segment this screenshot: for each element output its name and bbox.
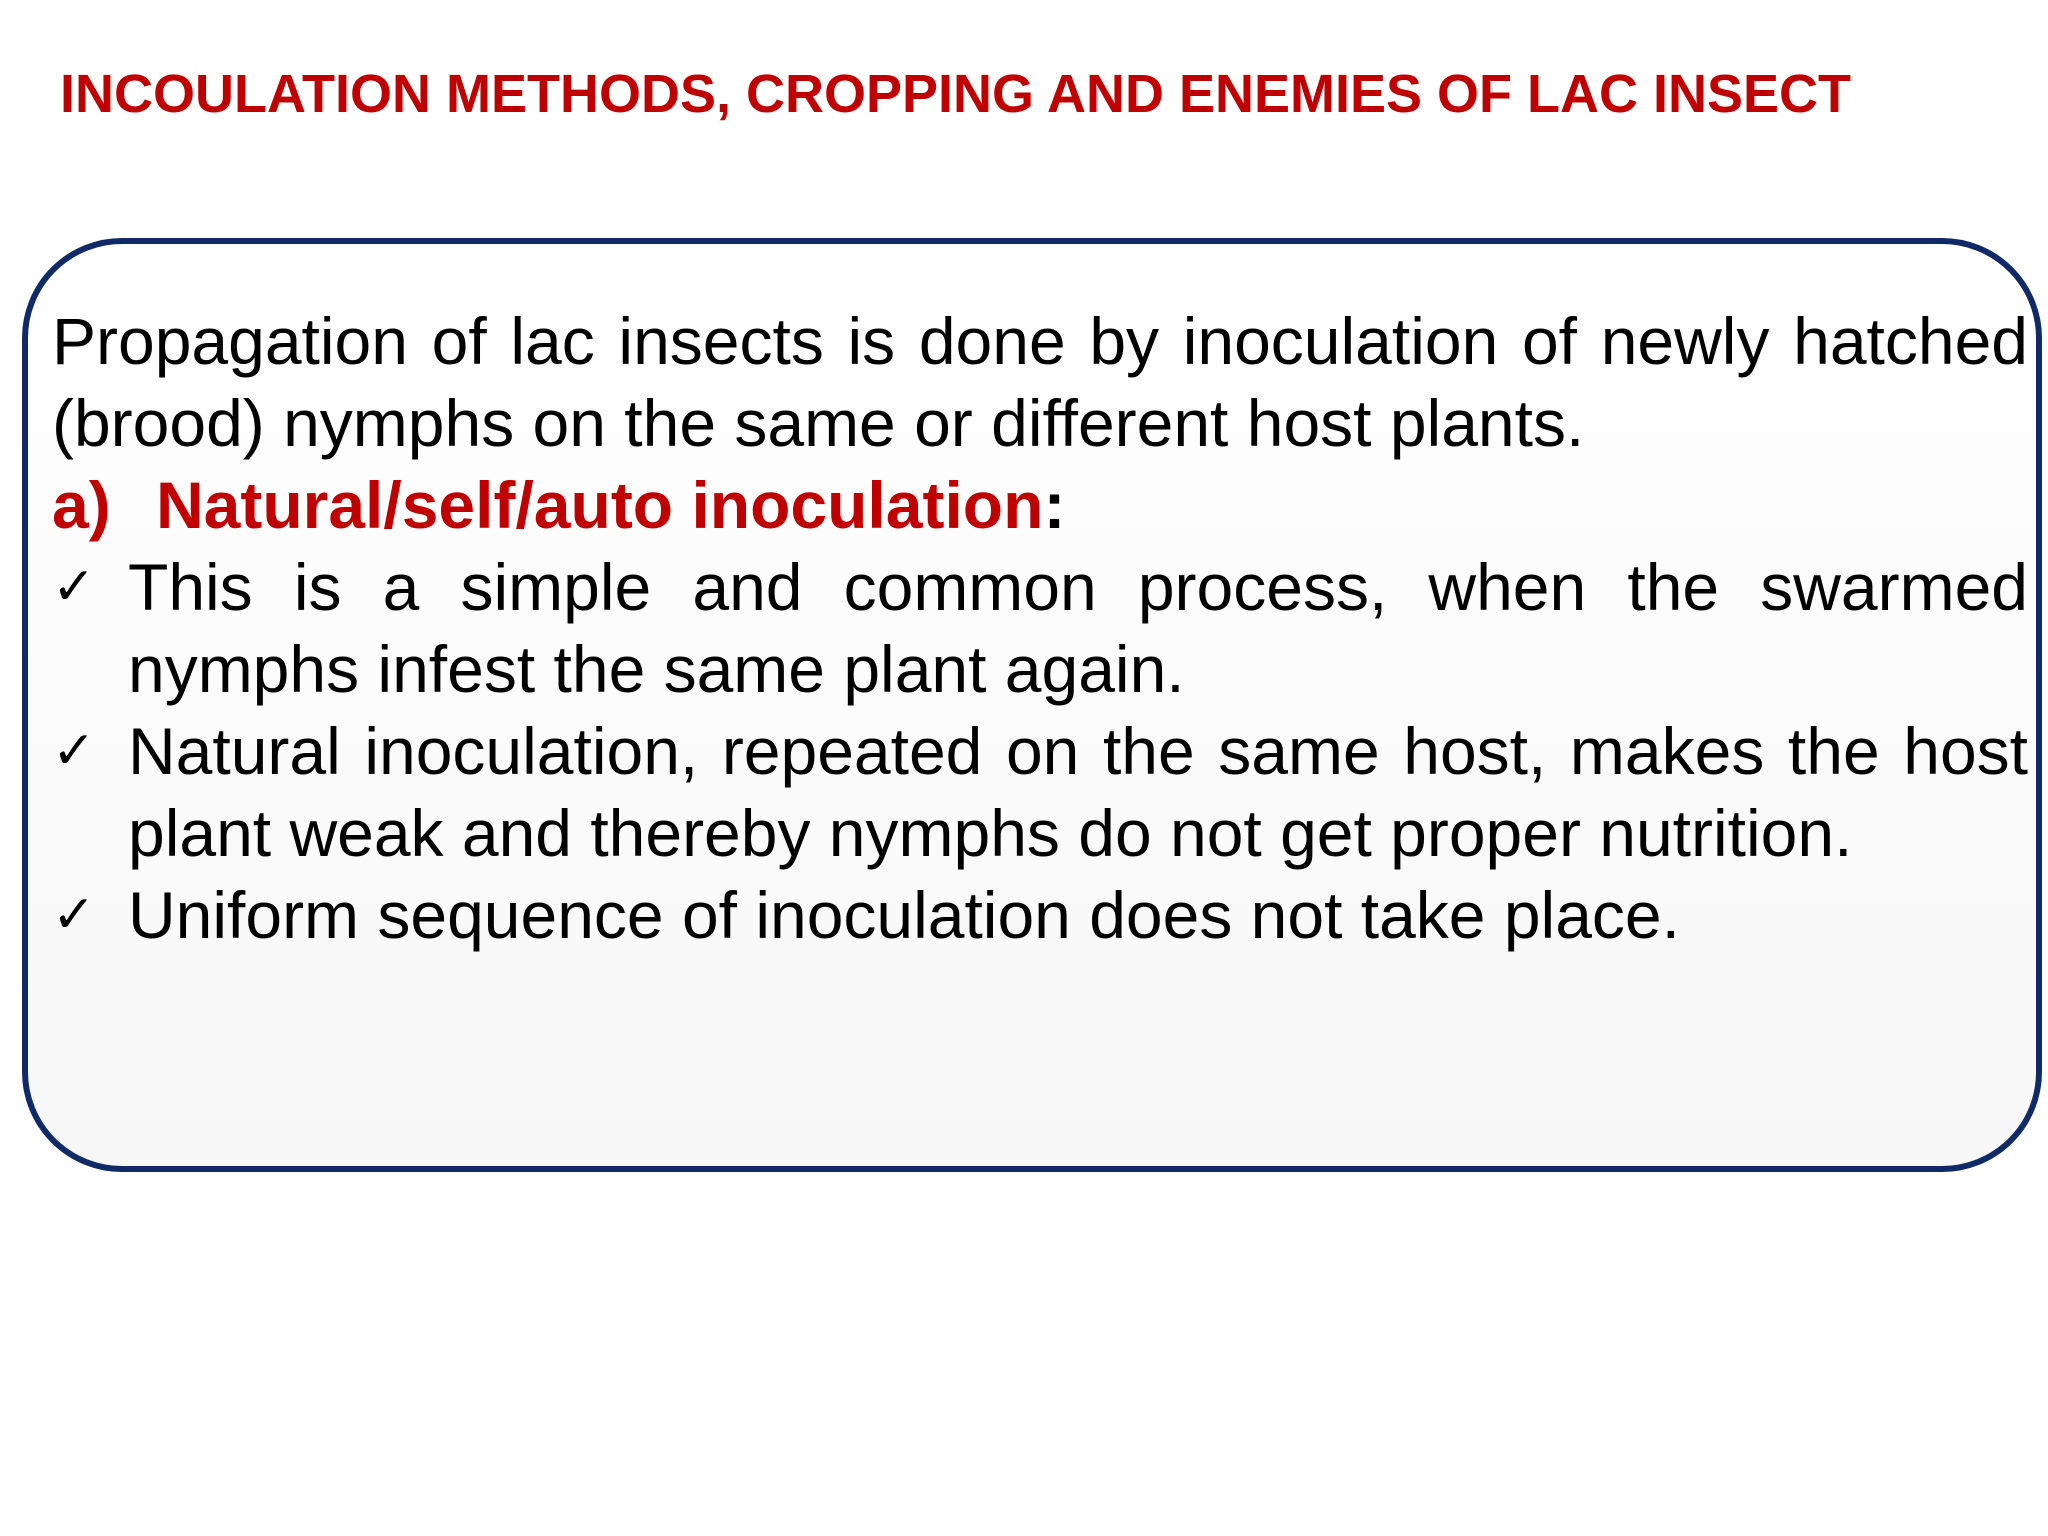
section-heading — [52, 464, 2028, 546]
section-marker: a) — [52, 468, 111, 542]
content-area — [52, 300, 2028, 956]
bullet-item — [52, 546, 2028, 710]
bullet-text: Uniform sequence of inoculation does not take place. — [128, 878, 1680, 952]
intro-paragraph: Propagation of lac insects is done by inoculation of newly hatched (brood) nymphs on the same or different host plants. — [52, 304, 2028, 460]
section-heading-colon: : — [1043, 468, 1066, 542]
bullet-item — [52, 710, 2028, 874]
section-heading-text: Natural/self/auto inoculation — [156, 468, 1044, 542]
bullet-text: Natural inoculation, repeated on the same host, makes the host plant weak and thereby nymphs do not get proper nutrition. — [128, 714, 2028, 870]
checkmark-icon: ✓ — [52, 885, 96, 945]
bullet-item — [52, 874, 2028, 956]
checkmark-icon: ✓ — [52, 721, 96, 781]
checkmark-icon: ✓ — [52, 557, 96, 617]
slide-title: INCOULATION METHODS, CROPPING AND ENEMIES OF LAC INSECT — [60, 64, 1852, 124]
bullet-text: This is a simple and common process, when the swarmed nymphs infest the same plant again. — [128, 550, 2028, 706]
